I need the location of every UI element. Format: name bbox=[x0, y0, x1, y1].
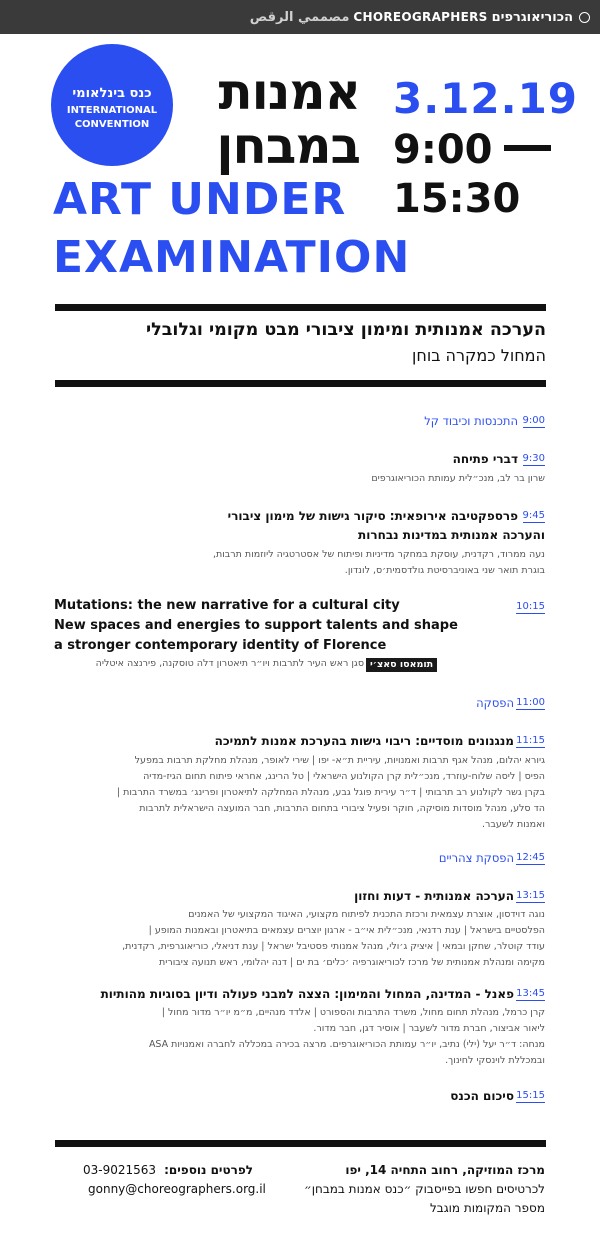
item-title: התכנסות וכיבוד קל bbox=[424, 414, 518, 428]
hebrew-title-line1: אמנות bbox=[218, 63, 360, 121]
item-title: סיכום הכנס bbox=[450, 1089, 514, 1103]
item-body: הד סלע, מנהל מוסדות מוסיקה, חוקר ופעיל ציבורי בתחום התרבות, חבר המועצה הישראלית לתרבות bbox=[139, 803, 545, 814]
item-body: נוגה דוידסון, אוצרת עצמאית ורכזת התכנית לפיתוח מקצועי, האיגוד המקצועי של האמנים bbox=[188, 909, 545, 920]
item-title: הפסקה bbox=[476, 696, 514, 710]
item-body: סגן ראש העיר לתרבות ויו״ר תיאטרון דלה טוסקנה, פירנצה איטליה bbox=[95, 658, 364, 669]
hebrew-title-line2: במבחן bbox=[216, 117, 360, 175]
divider-bottom bbox=[55, 380, 546, 387]
item-title: פרספקטיבה אירופאית: סיקור גישות של מימון ציבורי bbox=[227, 509, 518, 523]
item-body: הפלסטיים בישראל | ענת רדנאי, מנכ״לית אי״ב - ארגון יוצרים עצמאים בתיאטרון ובאמנות המופע | bbox=[148, 925, 545, 936]
item-body: בקרן גשר לקולנוע רב תרבותי | ד״ר עירית פוגל גבע, מנהלת המחלקה לתיאטרון ופרינג׳ במשרד התרבות | bbox=[116, 787, 545, 798]
item-title: מנגנונים מוסדיים: ריבוי גישות בהערכת אמנות לתמיכה bbox=[214, 734, 514, 748]
item-time: 9:30 bbox=[522, 453, 545, 464]
item-time: 11:15 bbox=[516, 735, 545, 746]
event-time-start: 9:00 bbox=[393, 127, 493, 173]
ticket-info: לכרטיסים חפשו בפייסבוק ״כנס אמנות במבחן״ bbox=[304, 1182, 545, 1196]
item-body: מנחה: ד״ר יעל (ילי) נתיב, יו״ר עמותת הכוריאוגרפים. מרצה בכירה במכללה לחברה ואמנויות ASA bbox=[148, 1039, 545, 1050]
item-body: קרן כרמל, מנהלת תחום מחול, משרד התרבות והספורט | אלדד מנהיים, מ״מ יו״ר מדור מחול | bbox=[161, 1007, 545, 1018]
event-date: 3.12.19 bbox=[393, 74, 579, 123]
item-body: שרון בר לב, מנכ״לית עמותת הכוריאוגרפים bbox=[371, 473, 545, 484]
limited-seats: מספר המקומות מוגבל bbox=[429, 1201, 545, 1215]
brand-english: CHOREOGRAPHERS bbox=[353, 10, 488, 24]
brand bbox=[250, 8, 590, 26]
subtitle-line2: המחול כמקרה בוחן bbox=[412, 346, 546, 365]
item-body: גיורא יהלום, מנהל אגף תרבות ואמנויות, עיריית ת״א- יפו | שירי לאופר, מנהלת מחלקת תרבות במפעל bbox=[134, 755, 545, 766]
info-email[interactable]: gonny@choreographers.org.il bbox=[88, 1182, 266, 1196]
item-body: נעה ממרוד, רקדנית, עוסקת במחקר מדיניות ופיתוח של אסטרטגיה ליוזמות תרבות, bbox=[212, 549, 545, 560]
item-body: ליאור אביצור, חברת מדור לשעבר | אוסיר דגן, חבר מדור. bbox=[313, 1023, 545, 1034]
convention-badge bbox=[51, 44, 173, 166]
speaker-tag: תומאסו סאצ׳י bbox=[366, 658, 437, 672]
divider-footer bbox=[55, 1140, 546, 1147]
item-title-english: New spaces and energies to support talents and shape bbox=[54, 618, 458, 633]
item-body: ואמנות לשעבר. bbox=[482, 819, 545, 830]
brand-hebrew: הכוריאוגרפים bbox=[491, 9, 573, 25]
item-title: דברי פתיחה bbox=[452, 452, 518, 466]
venue-address: מרכז המוזיקה, רחוב התחיה 14, יפו bbox=[345, 1163, 545, 1177]
item-body: ובמכללת לוינסקי לחינוך. bbox=[445, 1055, 545, 1066]
time-dash bbox=[504, 145, 551, 151]
item-time: 15:15 bbox=[516, 1090, 545, 1101]
item-time: 10:15 bbox=[516, 601, 545, 612]
item-title: והערכה אמנותית במדינות נבחרות bbox=[358, 528, 545, 542]
event-time-end: 15:30 bbox=[393, 176, 521, 222]
item-body: בוגרת תואר שני באוניברסיטת גולדסמית׳ס, לונדון. bbox=[344, 565, 545, 576]
item-time: 13:15 bbox=[516, 890, 545, 901]
item-time: 9:45 bbox=[522, 510, 545, 521]
badge-english-line2: CONVENTION bbox=[74, 119, 150, 130]
brand-arabic: مصممي الرقص bbox=[249, 9, 350, 25]
item-title: הערכה אמנותית - דעות וחזון bbox=[354, 889, 514, 903]
info-label: לפרטים נוספים: bbox=[164, 1163, 253, 1177]
item-time: 11:00 bbox=[516, 697, 545, 708]
item-time: 13:45 bbox=[516, 988, 545, 999]
badge-hebrew: כנס בינלאומי bbox=[72, 86, 152, 101]
item-title: הפסקת צהריים bbox=[438, 851, 514, 865]
divider-top bbox=[55, 304, 546, 311]
item-body: עודד קוטלר, שחקן ובמאי | איציק ג׳ולי, מנהל אמנותי פסטיבל ישראל | ענת דניאלי, כוריאוגרפית, רקדנית, bbox=[122, 941, 545, 952]
circle-logo-icon bbox=[579, 12, 590, 23]
item-body: מקימה ומנהלת אמנותית של מרכז לכוריאוגרפיה ׳כלים׳ בת ים | דנה יהלומי, ראש תנועה ציבורית bbox=[158, 957, 545, 968]
item-title-english: Mutations: the new narrative for a cultural city bbox=[54, 598, 400, 613]
top-bar bbox=[0, 0, 600, 34]
english-title-line1: ART UNDER bbox=[53, 174, 347, 225]
subtitle-line1: הערכה אמנותית ומימון ציבורי מבט מקומי וגלובלי bbox=[146, 320, 546, 340]
badge-english-line1: INTERNATIONAL bbox=[66, 105, 158, 116]
item-title: פאנל - המדינה, המחול והמימון: הצצה למבני פעולה ודיון בסוגיות מהותיות bbox=[100, 987, 514, 1001]
item-body: הפיס | ליסה שלוח-עוזרד, מנכ״לית קרן הקולנוע הישראלי | טל הרינג, אחראי פיתוח תחום הגיז-מדיה bbox=[143, 771, 545, 782]
item-title-english: a stronger contemporary identity of Florence bbox=[54, 638, 387, 653]
english-title-line2: EXAMINATION bbox=[53, 232, 411, 283]
info-phone[interactable]: 03-9021563 bbox=[83, 1163, 157, 1177]
item-time: 9:00 bbox=[522, 415, 545, 426]
item-time: 12:45 bbox=[516, 852, 545, 863]
